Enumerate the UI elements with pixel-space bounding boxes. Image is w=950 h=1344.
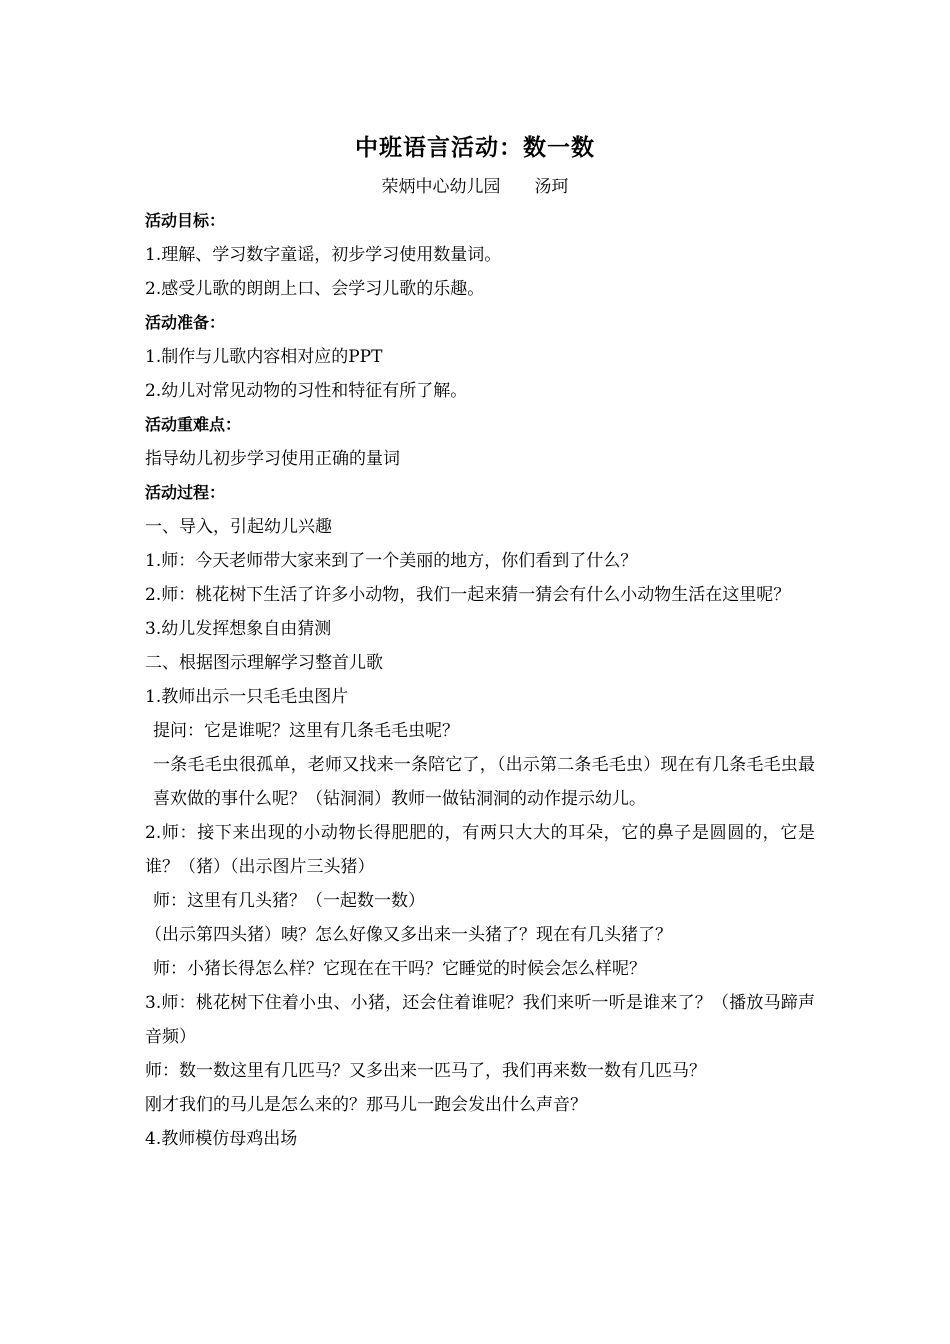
process-step: 提问：它是谁呢？这里有几条毛毛虫呢？ [153, 721, 459, 741]
document-byline [0, 174, 950, 200]
goal-item: 1.理解、学习数字童谣，初步学习使用数量词。 [145, 245, 502, 265]
process-step: 师：小猪长得怎么样？它现在在干吗？它睡觉的时候会怎么样呢？ [153, 959, 646, 979]
key-point-item: 指导幼儿初步学习使用正确的量词 [145, 449, 400, 469]
goal-item: 2.感受儿歌的朗朗上口、会学习儿歌的乐趣。 [145, 279, 485, 299]
document-body [145, 204, 815, 1156]
process-part-title: 一、导入，引起幼儿兴趣 [145, 517, 332, 537]
process-step: 4.教师模仿母鸡出场 [145, 1129, 298, 1149]
preparation-item: 2.幼儿对常见动物的习性和特征有所了解。 [145, 381, 468, 401]
section-heading-key-point: 活动重难点： [145, 415, 242, 434]
process-step: 1.师：今天老师带大家来到了一个美丽的地方，你们看到了什么？ [145, 551, 638, 571]
process-step: 师：这里有几头猪？（一起数一数） [153, 891, 425, 911]
process-step: 师：数一数这里有几匹马？又多出来一匹马了，我们再来数一数有几匹马？ [145, 1061, 706, 1081]
process-step: 1.教师出示一只毛毛虫图片 [145, 687, 349, 707]
preparation-item: 1.制作与儿歌内容相对应的PPT [145, 347, 383, 367]
author-name: 汤珂 [534, 177, 569, 197]
process-step: 刚才我们的马儿是怎么来的？那马儿一跑会发出什么声音？ [145, 1095, 587, 1115]
section-heading-process: 活动过程： [145, 483, 226, 502]
process-step: 2.师：桃花树下生活了许多小动物，我们一起来猜一猜会有什么小动物生活在这里呢？ [145, 585, 791, 605]
school-name: 荣炳中心幼儿园 [381, 177, 501, 197]
process-step: 一条毛毛虫很孤单，老师又找来一条陪它了，（出示第二条毛毛虫）现在有几条毛毛虫最喜欢做的事什么呢？（钻洞洞）教师一做钻洞洞的动作提示幼儿。 [153, 755, 815, 809]
process-part-title: 二、根据图示理解学习整首儿歌 [145, 653, 383, 673]
section-heading-goals: 活动目标： [145, 211, 226, 230]
document-title: 中班语言活动：数一数 [355, 135, 595, 161]
process-step: 3.幼儿发挥想象自由猜测 [145, 619, 332, 639]
process-step: 3.师：桃花树下住着小虫、小猪，还会住着谁呢？我们来听一听是谁来了？（播放马蹄声音频） [145, 993, 815, 1047]
section-heading-preparation: 活动准备： [145, 313, 226, 332]
process-step: 2.师：接下来出现的小动物长得肥肥的，有两只大大的耳朵，它的鼻子是圆圆的，它是谁？（猪）（出示图片三头猪） [145, 823, 815, 877]
process-step: （出示第四头猪）咦？怎么好像又多出来一头猪了？现在有几头猪了？ [145, 925, 672, 945]
